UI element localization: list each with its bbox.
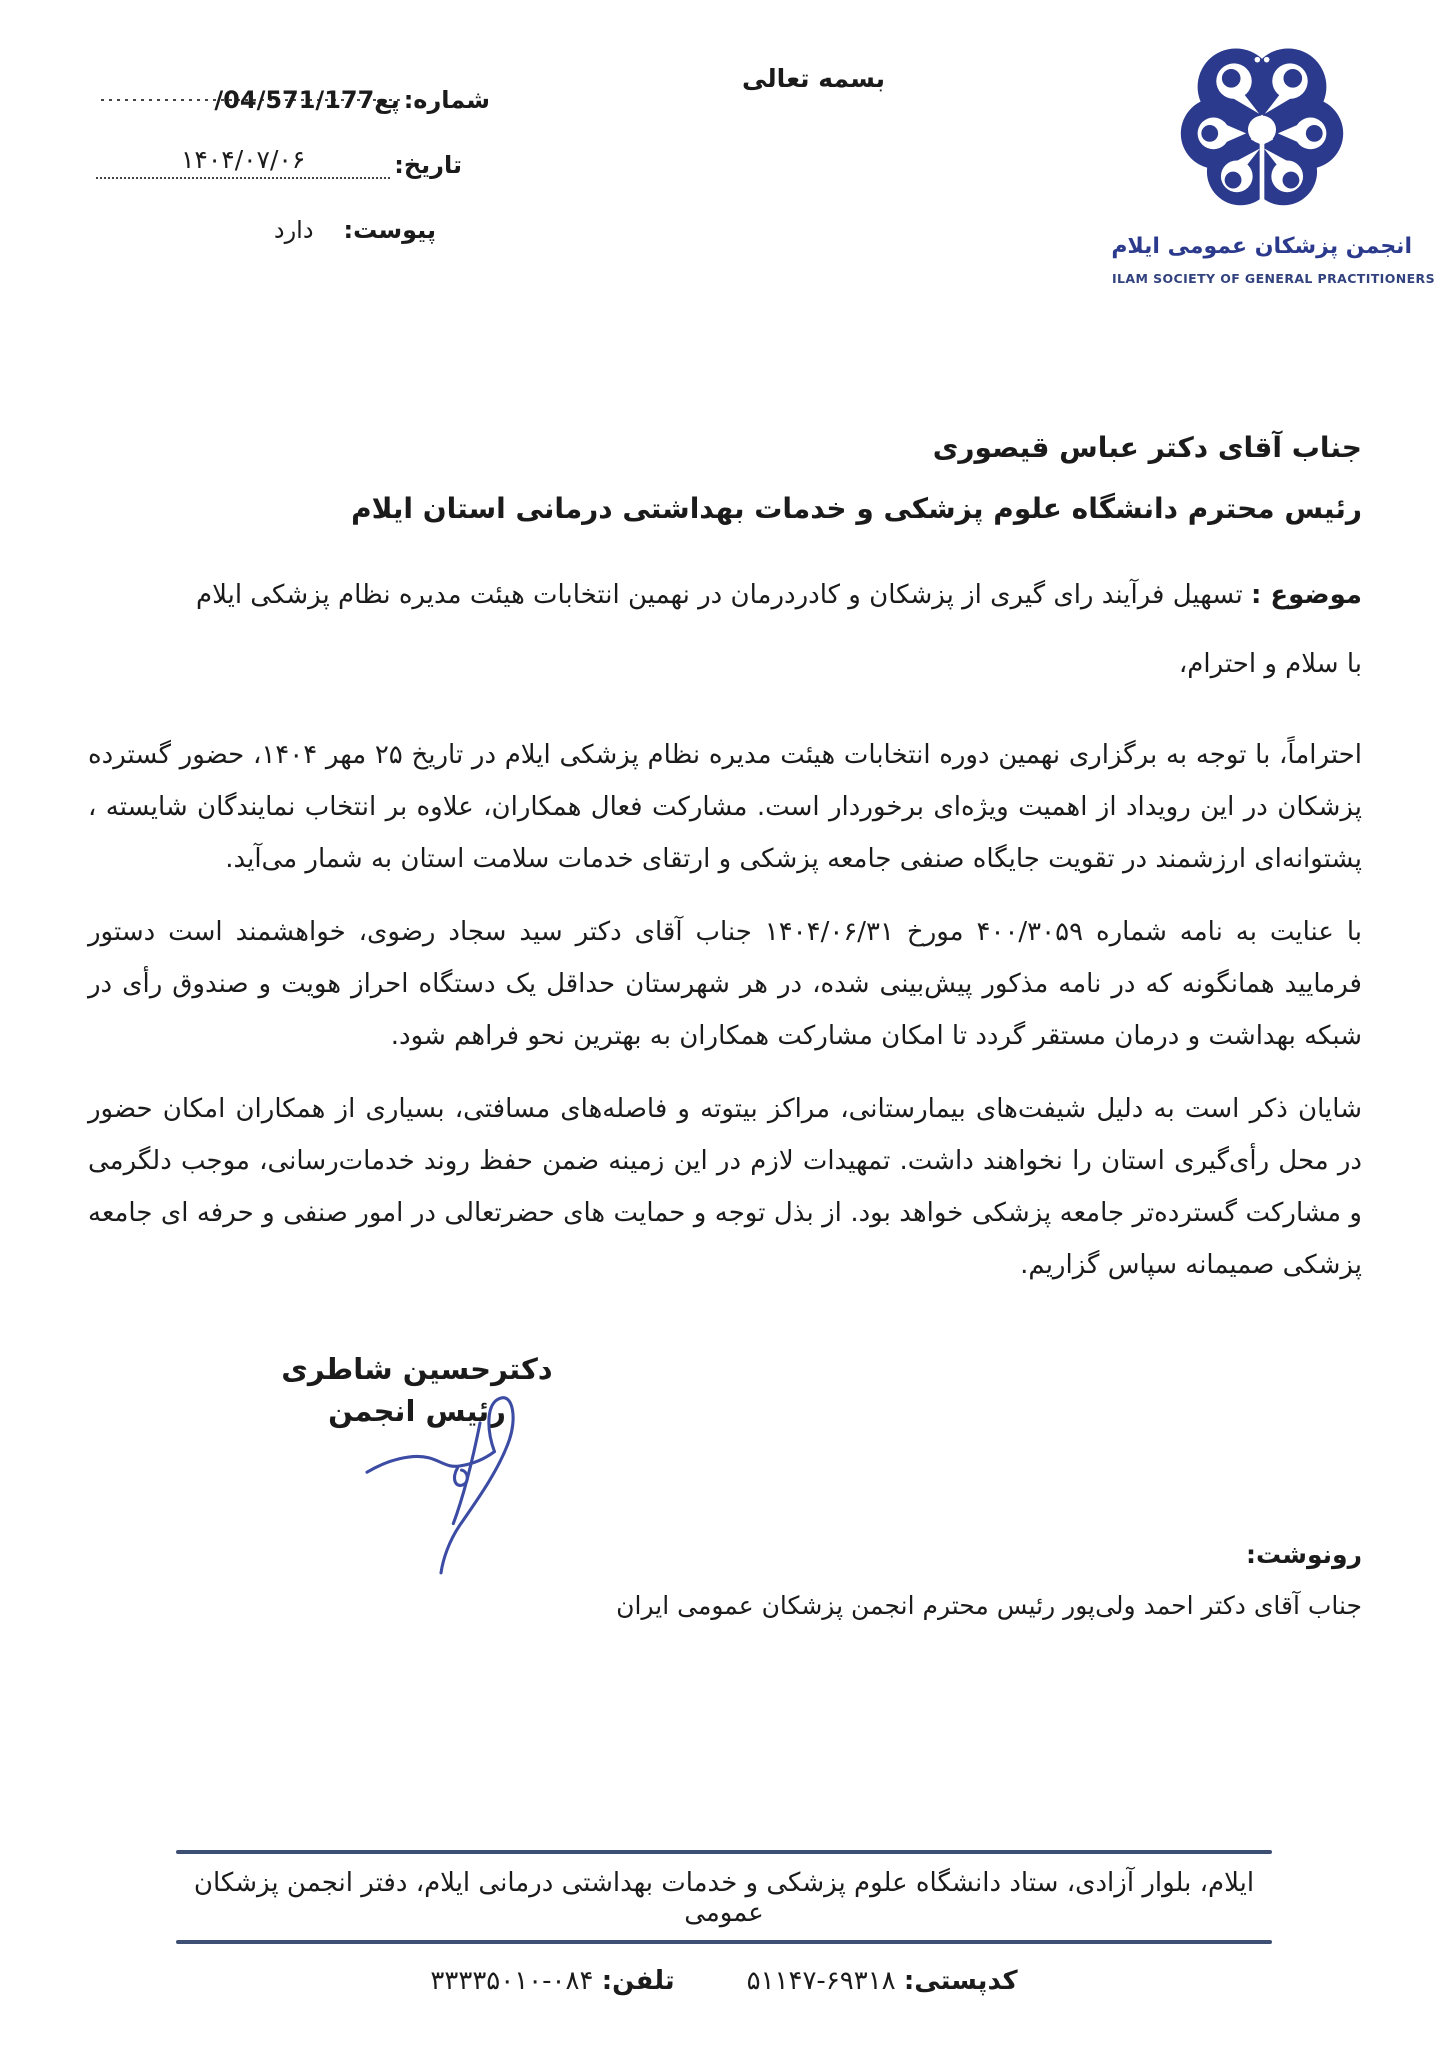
subject-label: موضوع :	[1250, 580, 1362, 610]
cc-recipient: جناب آقای دکتر احمد ولی‌پور رئیس محترم انجمن پزشکان عمومی ایران	[616, 1591, 1362, 1620]
letter-date-label: تاریخ:	[394, 151, 462, 179]
letter-footer	[176, 1850, 1272, 1996]
society-logo-emblem	[1178, 34, 1346, 230]
phone	[430, 1966, 674, 1996]
cc-label: رونوشت:	[1245, 1540, 1362, 1569]
letter-date-value: ۱۴۰۴/۰۷/۰۶	[96, 145, 390, 179]
letter-number-row	[96, 76, 490, 114]
society-name-english: ILAM SOCIETY OF GENERAL PRACTITIONERS	[1112, 271, 1435, 286]
signatory-title: رئیس انجمن	[328, 1394, 506, 1428]
footer-rule-bottom	[176, 1940, 1272, 1944]
letter-number-label: شماره:	[403, 86, 490, 114]
footer-address: ایلام، بلوار آزادی، ستاد دانشگاه علوم پزشکی و خدمات بهداشتی درمانی ایلام، دفتر انجمن پزشکان عمومی	[193, 1868, 1255, 1928]
footer-contact	[176, 1966, 1272, 1996]
recipient-name: جناب آقای دکتر عباس قیصوری	[932, 431, 1362, 464]
letter-date-row	[96, 141, 462, 179]
society-name-farsi: انجمن پزشکان عمومی ایلام	[1111, 234, 1412, 259]
salutation: با سلام و احترام،	[1178, 649, 1362, 679]
letter-attachment-row	[96, 206, 436, 244]
signatory-name: دکترحسین شاطری	[281, 1352, 553, 1386]
subject-line	[88, 573, 1362, 617]
phone-label: تلفن:	[601, 1966, 675, 1996]
bismillah-heading: بسمه تعالی	[742, 64, 886, 93]
paragraph-1: احتراماً، با توجه به برگزاری نهمین دوره انتخابات هیئت مدیره نظام پزشکی ایلام در تاریخ ۲۵ مهر ۱۴۰۴، حضور گسترده پزشکان در این رویداد از اهمیت ویژه‌ای برخوردار است. مشارکت فعال همکاران، علاوه بر انتخاب نمایندگان شایسته ، پشتوانه‌ای ارزشمند در تقویت جایگاه صنفی جامعه پزشکی و ارتقای خدمات سلامت استان به شمار می‌آید.	[88, 740, 1362, 874]
organization-logo	[1111, 34, 1435, 286]
recipient-title: رئیس محترم دانشگاه علوم پزشکی و خدمات بهداشتی درمانی استان ایلام	[351, 492, 1362, 525]
letter-attachment-label: پیوست:	[343, 216, 436, 244]
subject-text: تسهیل فرآیند رای گیری از پزشکان و کادردرمان در نهمین انتخابات هیئت مدیره نظام پزشکی ایلام	[195, 580, 1243, 610]
header-fields	[96, 76, 490, 244]
cc-block	[88, 1540, 1362, 1620]
handwritten-signature	[356, 1392, 526, 1577]
letter-number-value: /04/571/177عپ	[96, 86, 400, 114]
postal-code-label: کدپستی:	[903, 1966, 1018, 1996]
postal-code-value: ۶۹۳۱۸-۵۱۱۴۷	[746, 1966, 896, 1996]
paragraph-2: با عنایت به نامه شماره ۴۰۰/۳۰۵۹ مورخ ۱۴۰۴/۰۶/۳۱ جناب آقای دکتر سید سجاد رضوی، خواهشمند است دستور فرمایید همانگونه که در نامه مذکور پیش‌بینی شده، در هر شهرستان حداقل یک دستگاه احراز هویت و صندوق رأی در شبکه بهداشت و درمان مستقر گردد تا امکان مشارکت همکاران به بهترین نحو فراهم شود.	[88, 917, 1362, 1051]
letter-body	[88, 428, 1362, 1312]
postal-code	[747, 1966, 1018, 1996]
letter-attachment-value: دارد	[273, 216, 314, 244]
paragraph-3: شایان ذکر است به دلیل شیفت‌های بیمارستانی، مراکز بیتوته و فاصله‌های مسافتی، بسیاری از همکاران امکان حضور در محل رأی‌گیری استان را نخواهند داشت. تمهیدات لازم در این زمینه ضمن حفظ روند خدمات‌رسانی، موجب دلگرمی و مشارکت گسترده‌تر جامعه پزشکی خواهد بود. از بذل توجه و حمایت های حضرتعالی در امور صنفی و حرفه ای جامعه پزشکی صمیمانه سپاس گزاریم.	[88, 1094, 1362, 1280]
phone-value: ۰۸۴-۳۳۳۳۵۰۱۰	[430, 1966, 594, 1996]
